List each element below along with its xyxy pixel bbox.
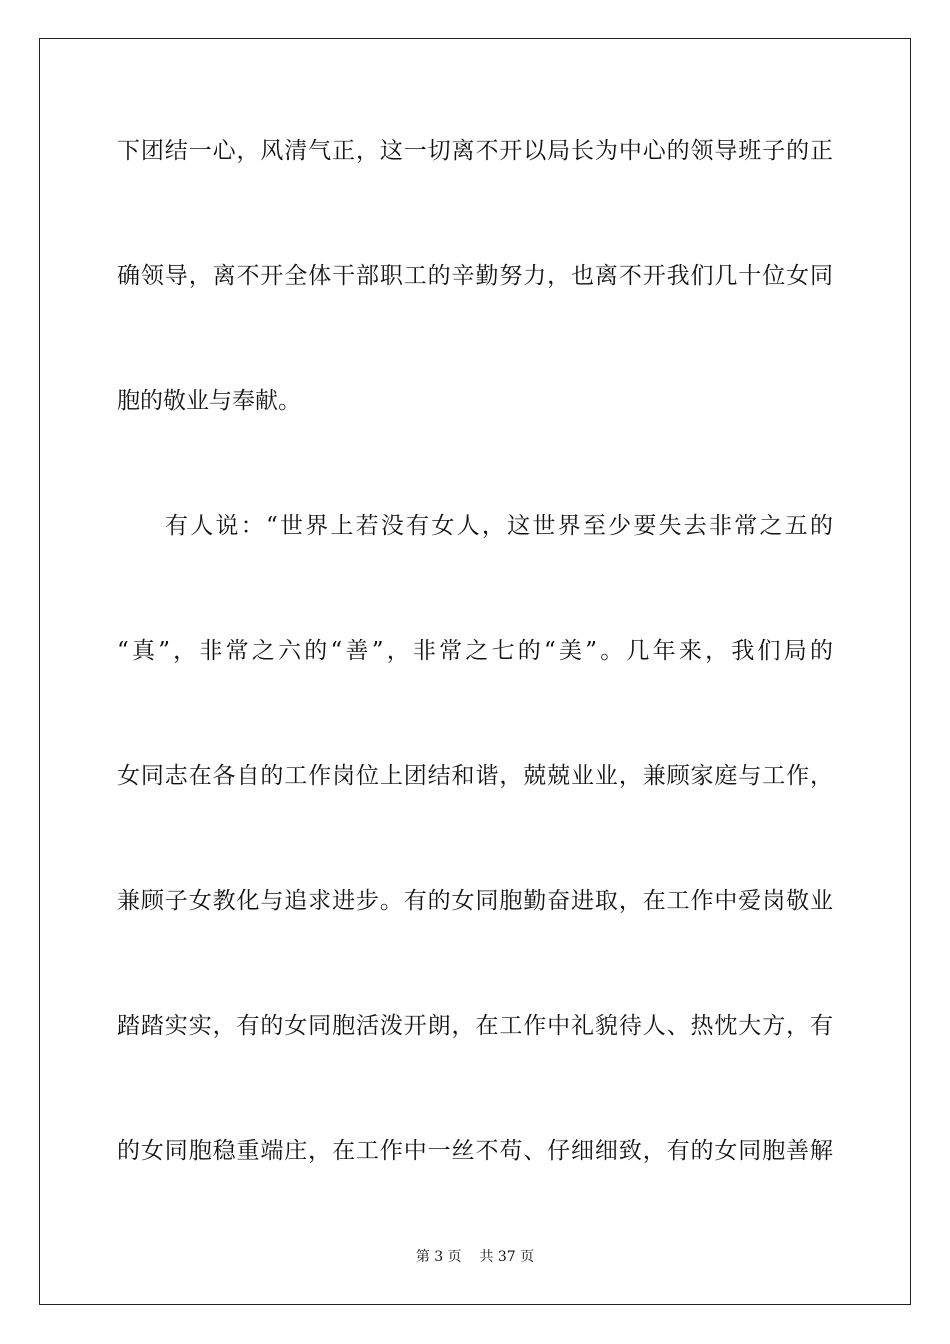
text-line: 的女同胞稳重端庄，在工作中一丝不苟、仔细细致，有的女同胞善解 [117, 1138, 833, 1164]
page-total: 共 37 页 [479, 1249, 535, 1265]
text-line: 确领导，离不开全体干部职工的辛勤努力，也离不开我们几十位女同 [117, 263, 833, 289]
text-line: 兼顾子女教化与追求进步。有的女同胞勤奋进取，在工作中爱岗敬业 [117, 888, 833, 914]
page-number: 第 3 页 [415, 1249, 462, 1265]
text-line: 有人说：“世界上若没有女人，这世界至少要失去非常之五的 [165, 513, 833, 539]
text-line: 踏踏实实，有的女同胞活泼开朗，在工作中礼貌待人、热忱大方，有 [117, 1013, 833, 1039]
page-frame [39, 38, 911, 1305]
text-line: 胞的敬业与奉献。 [117, 388, 301, 414]
page-footer [0, 1248, 950, 1266]
text-line: 女同志在各自的工作岗位上团结和谐，兢兢业业，兼顾家庭与工作， [117, 763, 833, 789]
text-line: “真”，非常之六的“善”，非常之七的“美”。几年来，我们局的 [117, 638, 833, 664]
text-line: 下团结一心，风清气正，这一切离不开以局长为中心的领导班子的正 [117, 138, 833, 164]
